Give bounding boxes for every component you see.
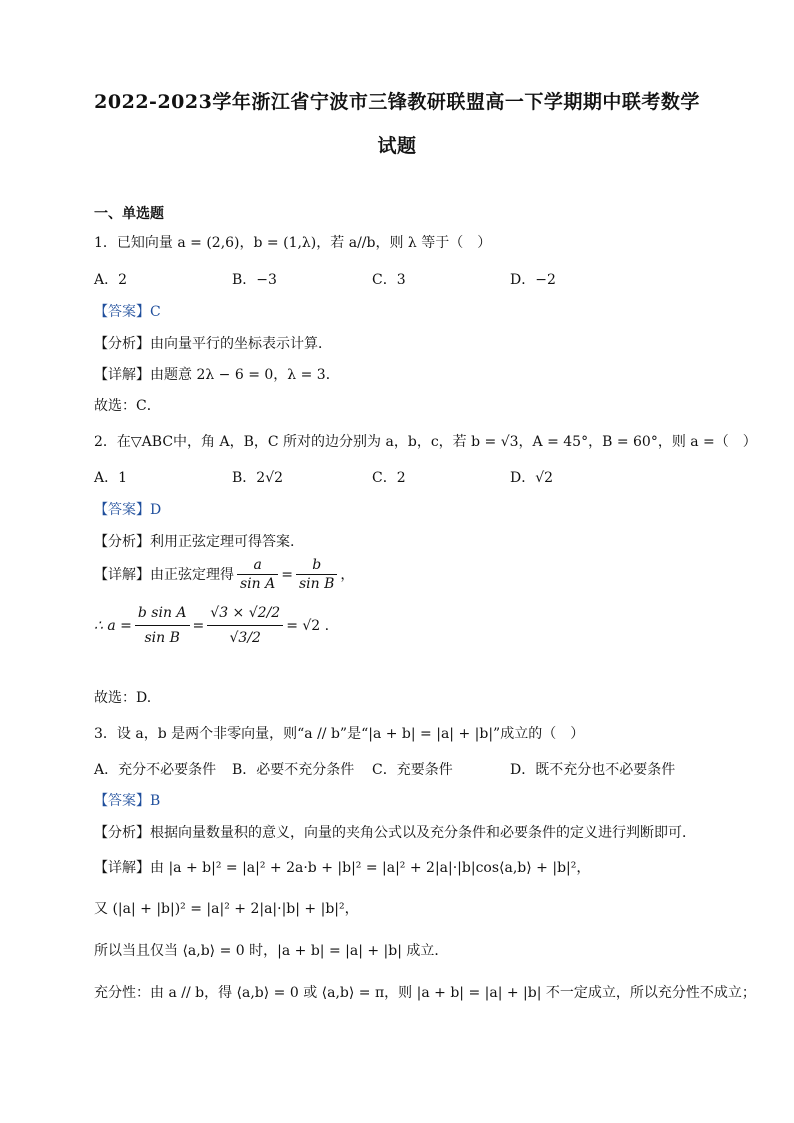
fraction-denominator: sin B (298, 576, 335, 592)
fraction-denominator: √3/2 (229, 630, 261, 646)
q3-option-c: C．充要条件 (372, 762, 453, 778)
q2-option-b: B．2√2 (232, 470, 284, 486)
calc-prefix: ∴ a = (94, 617, 132, 634)
q3-detail-4: 充分性：由 a // b，得 ⟨a,b⟩ = 0 或 ⟨a,b⟩ = π，则 |a + b| = |a| + |b| 不一定成立，所以充分性不成立； (94, 985, 756, 1001)
section-heading: 一、单选题 (94, 206, 164, 222)
q1-analysis: 【分析】由向量平行的坐标表示计算． (94, 336, 332, 352)
q3-detail-2: 又 (|a| + |b|)² = |a|² + 2|a|·|b| + |b|²， (94, 901, 359, 917)
q2-calculation (94, 601, 329, 650)
q1-stem: 1．已知向量 a = (2,6)，b = (1,λ)，若 a//b，则 λ 等于（ ） (94, 235, 492, 251)
document-title-line-2: 试题 (377, 135, 417, 157)
q1-option-d: D．−2 (510, 272, 556, 288)
q3-option-b: B．必要不充分条件 (232, 762, 355, 778)
q2-answer (94, 500, 161, 520)
q1-detail: 【详解】由题意 2λ − 6 = 0，λ = 3． (94, 367, 340, 383)
fraction-numerator: b (296, 556, 337, 575)
q2-stem: 2．在▽ABC中，角 A，B，C 所对的边分别为 a，b，c，若 b = √3，A = 45°，B = 60°，则 a =（ ） (94, 434, 757, 450)
fraction-denominator: sin B (144, 630, 180, 646)
q3-detail-3: 所以当且仅当 ⟨a,b⟩ = 0 时，|a + b| = |a| + |b| 成立． (94, 943, 449, 959)
q2-option-d: D．√2 (510, 470, 554, 486)
q3-option-d: D．既不充分也不必要条件 (510, 762, 676, 778)
q3-analysis: 【分析】根据向量数量积的意义，向量的夹角公式以及充分条件和必要条件的定义进行判断即可． (94, 825, 696, 841)
fraction-bsinA-over-sinB (135, 601, 190, 650)
fraction-a-over-sinA (237, 556, 278, 593)
q1-answer (94, 302, 161, 322)
q1-answer-text: 【答案】C (94, 304, 161, 320)
fraction-numeric (207, 601, 283, 650)
q2-answer-text: 【答案】D (94, 502, 162, 518)
q1-option-a: A．2 (94, 272, 128, 288)
equals-sign: = (192, 617, 205, 634)
q2-detail-prefix: 【详解】由正弦定理得 (94, 566, 234, 583)
q2-option-c: C．2 (372, 470, 406, 486)
fraction-numerator: √3 × √2/2 (207, 601, 283, 626)
q3-option-a: A．充分不必要条件 (94, 762, 217, 778)
equals-sign: = (281, 566, 293, 583)
q2-option-a: A．1 (94, 470, 128, 486)
fraction-b-over-sinB (296, 556, 337, 593)
q3-stem: 3．设 a，b 是两个非零向量，则“a // b”是“|a + b| = |a| + |b|”成立的（ ） (94, 726, 585, 742)
document-title-line-1: 2022-2023学年浙江省宁波市三锋教研联盟高一下学期期中联考数学 (94, 91, 700, 113)
q1-option-b: B．−3 (232, 272, 277, 288)
q2-analysis: 【分析】利用正弦定理可得答案. (94, 534, 295, 550)
q2-detail-suffix: ， (340, 566, 355, 583)
q2-conclusion: 故选：D. (94, 690, 152, 706)
fraction-numerator: a (237, 556, 278, 575)
q3-detail-1: 【详解】由 |a + b|² = |a|² + 2a·b + |b|² = |a|² + 2|a|·|b|cos⟨a,b⟩ + |b|²， (94, 860, 591, 876)
q3-answer-text: 【答案】B (94, 793, 161, 809)
calc-result: = √2 . (286, 617, 330, 634)
q1-option-c: C．3 (372, 272, 406, 288)
q2-detail (94, 556, 354, 593)
q3-answer (94, 791, 160, 811)
fraction-numerator: b sin A (135, 601, 190, 626)
q1-conclusion: 故选：C． (94, 398, 161, 414)
fraction-denominator: sin A (240, 576, 276, 592)
